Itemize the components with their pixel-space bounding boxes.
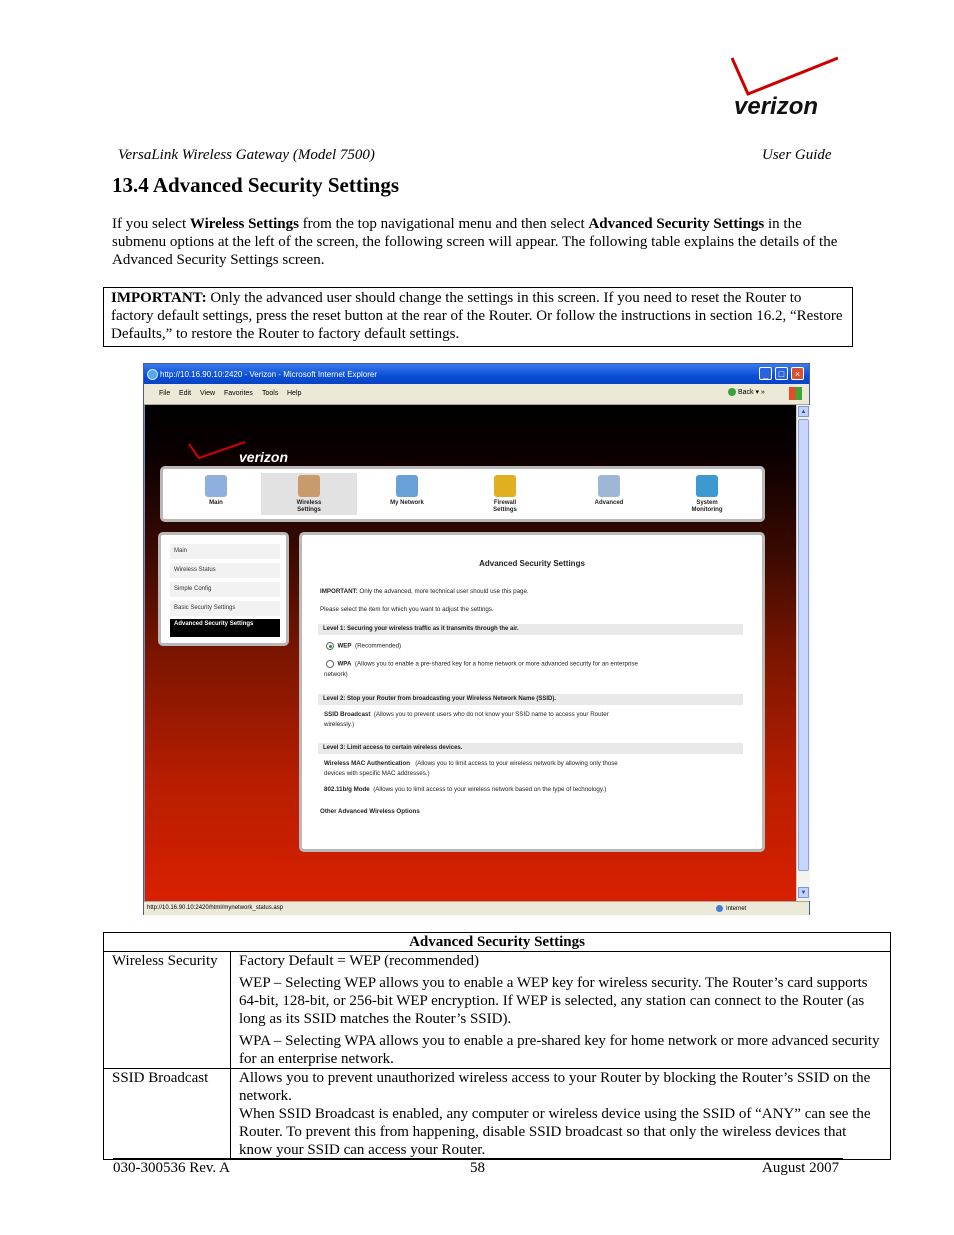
windows-logo-icon: [789, 387, 802, 400]
side-item-advanced-security[interactable]: Advanced Security Settings: [170, 619, 280, 637]
svg-text:verizon: verizon: [734, 93, 819, 120]
important-label: IMPORTANT:: [111, 290, 207, 306]
nav-wireless-settings[interactable]: Wireless Settings: [261, 473, 357, 515]
svg-text:verizon: verizon: [239, 449, 289, 465]
wireless-icon: [298, 475, 320, 497]
menu-bar: [144, 384, 809, 405]
verizon-logo: [726, 54, 838, 124]
footer-date: August 2007: [762, 1160, 840, 1176]
mac-auth-link[interactable]: Wireless MAC Authentication (Allows you to limit access to your wireless network by allowing only those: [324, 760, 618, 767]
router-verizon-logo: [187, 440, 307, 468]
menu-view[interactable]: View: [200, 390, 216, 397]
main-icon: [205, 475, 227, 497]
menu-favorites[interactable]: Favorites: [224, 390, 253, 397]
level1-header: Level 1: Securing your wireless traffic as it transmits through the air.: [318, 624, 743, 635]
scroll-down-icon[interactable]: ▼: [798, 887, 809, 898]
header-guide: User Guide: [762, 147, 832, 163]
back-button[interactable]: Back ▾ »: [728, 388, 765, 396]
nav-advanced[interactable]: Advanced: [561, 473, 657, 515]
globe-icon: [716, 905, 723, 912]
important-note: IMPORTANT: Only the advanced user should change the settings in this screen. If you need to reset the Router to factory default settings, press the reset button at the rear of the Router. Or follow the instructions in section 16.2, “Restore Defaults,” to restore the Router to factory default settings.: [103, 287, 853, 347]
window-titlebar: [144, 364, 809, 384]
content-important: IMPORTANT: Only the advanced, more technical user should use this page.: [320, 588, 529, 595]
nav-firewall-settings[interactable]: Firewall Settings: [457, 473, 553, 515]
mac-desc-continued: devices with specific MAC addresses.): [324, 770, 430, 777]
menu-edit[interactable]: Edit: [179, 390, 192, 397]
mode-link[interactable]: 802.11b/g Mode (Allows you to limit access to your wireless network based on the type of technology.): [324, 786, 607, 793]
nav-my-network[interactable]: My Network: [359, 473, 455, 515]
row-name: Wireless Security: [104, 952, 231, 1069]
row-description: Factory Default = WEP (recommended) WEP – Selecting WEP allows you to enable a WEP key for wireless security. The Router’s card supports 64-bit, 128-bit, or 256-bit WEP encryption. If WEP is selected, any station can connect to the Router (as long as its SSID matches the Router’s SSID). WPA – Selecting WPA allows you to enable a pre-shared key for home network or more advanced security for an enterprise network.: [231, 952, 891, 1069]
wpa-option[interactable]: WPA (Allows you to enable a pre-shared key for a home network or more advanced security for an enterprise: [326, 660, 746, 668]
header-product: VersaLink Wireless Gateway (Model 7500): [118, 147, 375, 163]
intro-paragraph: If you select Wireless Settings from the top navigational menu and then select Advanced Security Settings in the submenu options at the left of the screen, the following screen will appear. The following table explains the details of the Advanced Security Settings screen.: [112, 216, 838, 268]
row-name: SSID Broadcast: [104, 1069, 231, 1160]
footer-doc-number: 030-300536 Rev. A: [113, 1160, 230, 1176]
maximize-button[interactable]: □: [775, 367, 788, 380]
wpa-radio[interactable]: [326, 660, 334, 668]
browser-screenshot: [143, 363, 810, 915]
scroll-thumb[interactable]: [798, 419, 809, 871]
content-select-text: Please select the item for which you want to adjust the settings.: [320, 606, 494, 613]
status-bar: [144, 901, 809, 915]
level2-header: Level 2: Stop your Router from broadcasting your Wireless Network Name (SSID).: [318, 694, 743, 705]
section-title: 13.4 Advanced Security Settings: [112, 173, 400, 197]
wpa-desc-continued: network): [324, 671, 348, 678]
ie-icon: [147, 369, 158, 380]
vertical-scrollbar[interactable]: [796, 405, 810, 901]
side-item-wireless-status[interactable]: Wireless Status: [170, 563, 280, 578]
wep-radio[interactable]: [326, 642, 334, 650]
monitor-icon: [696, 475, 718, 497]
footer-page-number: 58: [470, 1160, 485, 1176]
minimize-button[interactable]: _: [759, 367, 772, 380]
other-options-link[interactable]: Other Advanced Wireless Options: [320, 808, 420, 815]
wep-option[interactable]: WEP (Recommended): [326, 642, 401, 650]
scroll-up-icon[interactable]: ▲: [798, 406, 809, 417]
side-menu: [158, 532, 289, 646]
table-row: [104, 952, 891, 1069]
status-url: http://10.16.90.10:2420/html/mynetwork_status.asp: [147, 905, 284, 911]
content-panel: [299, 532, 765, 852]
top-nav: [160, 466, 765, 522]
side-item-basic-security[interactable]: Basic Security Settings: [170, 601, 280, 616]
side-item-simple-config[interactable]: Simple Config: [170, 582, 280, 597]
close-button[interactable]: ×: [791, 367, 804, 380]
firewall-icon: [494, 475, 516, 497]
content-title: Advanced Security Settings: [479, 559, 585, 568]
menu-help[interactable]: Help: [287, 390, 302, 397]
nav-main[interactable]: Main: [168, 473, 264, 515]
side-item-main[interactable]: Main: [170, 544, 280, 559]
table-row: [104, 1069, 891, 1160]
network-icon: [396, 475, 418, 497]
window-title: http://10.16.90.10:2420 - Verizon - Microsoft Internet Explorer: [160, 370, 378, 379]
page-viewport: [145, 405, 796, 901]
advanced-icon: [598, 475, 620, 497]
level3-header: Level 3: Limit access to certain wireless devices.: [318, 743, 743, 754]
nav-system-monitoring[interactable]: System Monitoring: [659, 473, 755, 515]
ssid-broadcast-link[interactable]: SSID Broadcast (Allows you to prevent users who do not know your SSID name to access your Router: [324, 711, 609, 718]
status-zone: Internet: [716, 905, 746, 912]
row-description: Allows you to prevent unauthorized wireless access to your Router by blocking the Router’s SSID on the network. When SSID Broadcast is enabled, any computer or wireless device using the SSID of “ANY” can see the Router. To prevent this from happening, disable SSID broadcast so that only the wireless devices that know your SSID can access your Router.: [231, 1069, 891, 1160]
settings-table: [103, 932, 891, 1160]
menu-file[interactable]: File: [159, 390, 171, 397]
menu-tools[interactable]: Tools: [262, 390, 279, 397]
back-arrow-icon: [728, 388, 736, 396]
ssid-desc-continued: wirelessly.): [324, 721, 355, 728]
table-header: Advanced Security Settings: [104, 933, 891, 952]
footer-rule: [113, 1158, 843, 1159]
